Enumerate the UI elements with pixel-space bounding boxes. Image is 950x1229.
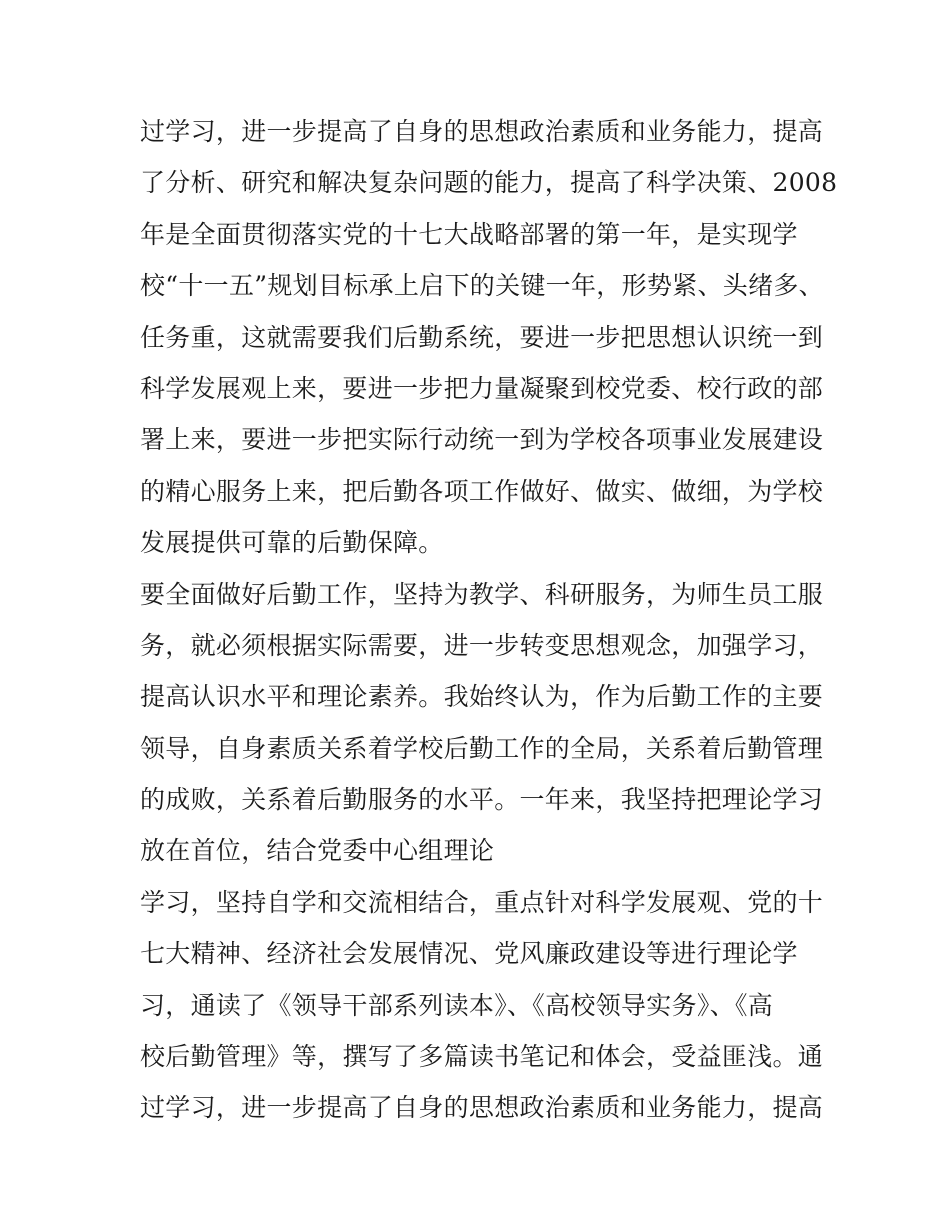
text-line: 过学习，进一步提高了自身的思想政治素质和业务能力，提高 — [140, 1093, 824, 1123]
text-line: 放在首位，结合党委中心组理论 — [140, 836, 495, 866]
text-line: 校后勤管理》等，撰写了多篇读书笔记和体会，受益匪浅。通 — [140, 1042, 824, 1072]
text-line: 署上来，要进一步把实际行动统一到为学校各项事业发展建设 — [140, 425, 824, 455]
text-line: 务，就必须根据实际需要，进一步转变思想观念，加强学习， — [140, 630, 824, 660]
text-line: 的成败，关系着后勤服务的水平。一年来，我坚持把理论学习 — [140, 785, 824, 815]
text-line: 过学习，进一步提高了自身的思想政治素质和业务能力，提高 — [140, 117, 824, 146]
text-line: 要全面做好后勤工作，坚持为教学、科研服务，为师生员工服 — [140, 579, 824, 609]
text-line: 学习，坚持自学和交流相结合，重点针对科学发展观、党的十 — [140, 887, 824, 917]
text-line: 了分析、研究和解决复杂问题的能力，提高了科学决策、2008 — [140, 168, 838, 198]
text-line: 任务重，这就需要我们后勤系统，要进一步把思想认识统一到 — [140, 322, 824, 352]
text-line: 发展提供可靠的后勤保障。 — [140, 528, 444, 558]
text-line: 领导，自身素质关系着学校后勤工作的全局，关系着后勤管理 — [140, 733, 824, 763]
text-line: 的精心服务上来，把后勤各项工作做好、做实、做细，为学校 — [140, 476, 824, 506]
text-line: 提高认识水平和理论素养。我始终认为，作为后勤工作的主要 — [140, 682, 824, 712]
text-line: 科学发展观上来，要进一步把力量凝聚到校党委、校行政的部 — [140, 373, 824, 403]
text-line: 年是全面贯彻落实党的十七大战略部署的第一年，是实现学 — [140, 219, 798, 249]
text-line: 七大精神、经济社会发展情况、党风廉政建设等进行理论学 — [140, 939, 798, 969]
body-text — [140, 106, 838, 1134]
text-line: 校“十一五”规划目标承上启下的关键一年，形势紧、头绪多、 — [140, 271, 824, 301]
text-line: 习，通读了《领导干部系列读本》、《高校领导实务》、《高 — [140, 990, 774, 1020]
